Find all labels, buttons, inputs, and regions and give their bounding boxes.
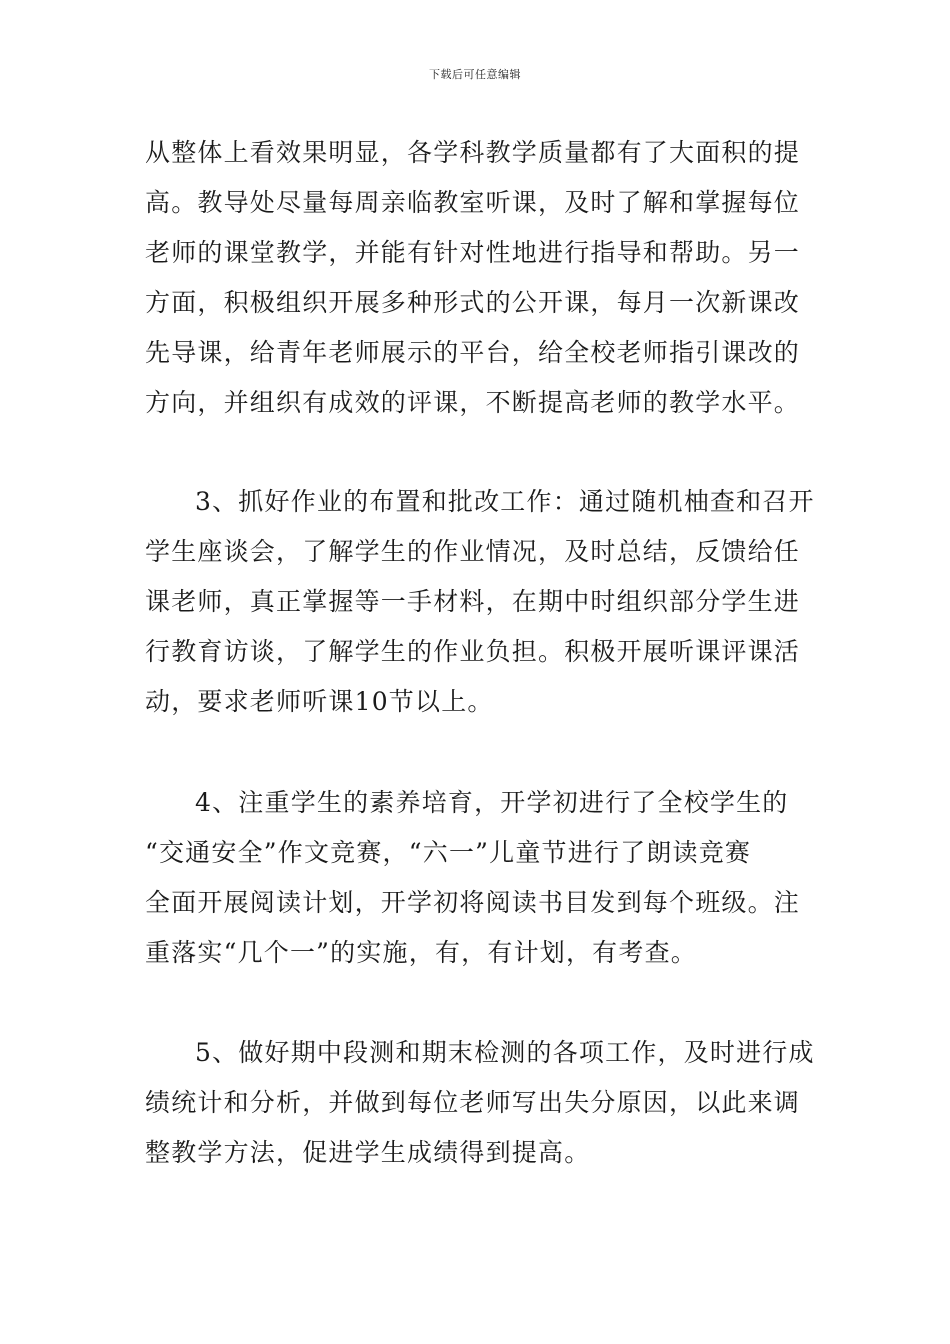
text-line: 行教育访谈，了解学生的作业负担。积极开展听课评课活 xyxy=(145,637,801,666)
text-line: 绩统计和分析，并做到每位老师写出失分原因，以此来调 xyxy=(145,1088,801,1117)
text-line: 高。教导处尽量每周亲临教室听课，及时了解和掌握每位 xyxy=(145,188,801,217)
text-line: 3、抓好作业的布置和批改工作：通过随机柚查和召开 xyxy=(195,487,815,516)
paragraph-student-literacy xyxy=(145,778,815,978)
text-line: 课老师，真正掌握等一手材料，在期中时组织部分学生进 xyxy=(145,587,801,616)
text-line: 动，要求老师听课10节以上。 xyxy=(145,687,494,716)
text-line: 全面开展阅读计划，开学初将阅读书目发到每个班级。注 xyxy=(145,888,801,917)
paragraph-homework xyxy=(145,477,815,727)
text-line: 4、注重学生的素养培育，开学初进行了全校学生的 xyxy=(195,788,789,817)
text-line: 方向，并组织有成效的评课，不断提高老师的教学水平。 xyxy=(145,388,801,417)
text-line: 先导课，给青年老师展示的平台，给全校老师指引课改的 xyxy=(145,338,801,367)
page-header: 下载后可任意编辑 xyxy=(429,68,521,81)
text-line: “交通安全”作文竞赛，“六一”儿童节进行了朗读竞赛 xyxy=(145,838,752,867)
text-line: 重落实“几个一”的实施，有，有计划，有考查。 xyxy=(145,938,697,967)
text-line: 老师的课堂教学，并能有针对性地进行指导和帮助。另一 xyxy=(145,238,801,267)
paragraph-exam-work xyxy=(145,1028,815,1178)
text-line: 从整体上看效果明显，各学科教学质量都有了大面积的提 xyxy=(145,138,801,167)
document-body xyxy=(145,128,815,1178)
text-line: 方面，积极组织开展多种形式的公开课，每月一次新课改 xyxy=(145,288,801,317)
text-line: 学生座谈会，了解学生的作业情况，及时总结，反馈给任 xyxy=(145,537,801,566)
paragraph-teaching-quality xyxy=(145,128,815,428)
text-line: 5、做好期中段测和期末检测的各项工作，及时进行成 xyxy=(195,1038,815,1067)
text-line: 整教学方法，促进学生成绩得到提高。 xyxy=(145,1138,591,1167)
